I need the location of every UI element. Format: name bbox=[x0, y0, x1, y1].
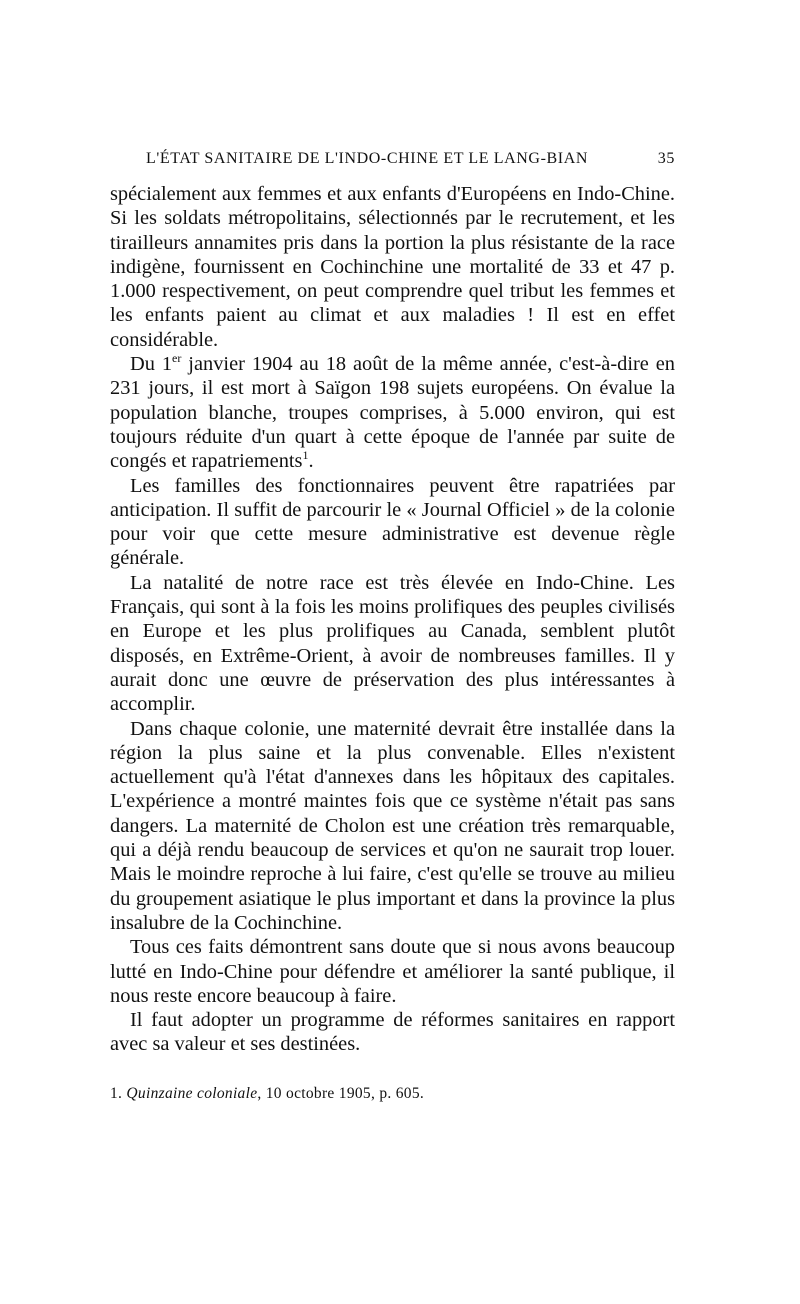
ordinal-superscript: er bbox=[172, 351, 182, 366]
paragraph-4: La natalité de notre race est très élevée en Indo-Chine. Les Français, qui sont à la fois les moins prolifiques des peuples civilisés en Europe et les plus prolifiques au Canada, semblent plutôt disposés, en Extrême-Orient, à avoir de nombreuses familles. Il y aurait donc une œuvre de préservation des plus intéressantes à accomplir. bbox=[110, 571, 675, 716]
footnote-number: 1. bbox=[110, 1084, 123, 1102]
book-page bbox=[110, 150, 675, 1103]
paragraph-1: spécialement aux femmes et aux enfants d'Européens en Indo-Chine. Si les soldats métropolitains, sélectionnés par le recrutement, et les tirailleurs annamites pris dans la portion la plus résistante de la race indigène, fournissent en Cochinchine une mortalité de 33 et 47 p. 1.000 respectivement, on peut comprendre quel tribut les femmes et les enfants paient au climat et aux maladies ! Il est en effet considérable. bbox=[110, 183, 675, 351]
page-number: 35 bbox=[657, 150, 675, 167]
paragraph-7: Il faut adopter un programme de réformes sanitaires en rapport avec sa valeur et ses destinées. bbox=[110, 1009, 675, 1056]
footnote bbox=[110, 1085, 675, 1103]
paragraph-2-start: Du 1 bbox=[130, 353, 173, 376]
running-head bbox=[146, 150, 675, 168]
footnote-source-title: Quinzaine coloniale bbox=[126, 1084, 258, 1102]
footnote-citation: , 10 octobre 1905, p. 605. bbox=[257, 1084, 425, 1102]
running-head-title: L'ÉTAT SANITAIRE DE L'INDO-CHINE ET LE LANG-BIAN bbox=[146, 150, 589, 167]
paragraph-2-end: . bbox=[308, 450, 314, 473]
footnote-reference: 1 bbox=[302, 448, 309, 463]
paragraph-5: Dans chaque colonie, une maternité devrait être installée dans la région la plus saine et la plus convenable. Elles n'existent actuellement qu'à l'état d'annexes dans les hôpitaux des capitales. L'expérience a montré maintes fois que ce système n'était pas sans dangers. La maternité de Cholon est une création très remarquable, qui a déjà rendu beaucoup de services et qu'on ne saurait trop louer. Mais le moindre reproche à lui faire, c'est qu'elle se trouve au milieu du groupement asiatique le plus important et dans la province la plus insalubre de la Cochinchine. bbox=[110, 717, 675, 934]
paragraph-6: Tous ces faits démontrent sans doute que si nous avons beaucoup lutté en Indo-Chine pour défendre et améliorer la santé publique, il nous reste encore beaucoup à faire. bbox=[110, 936, 675, 1007]
paragraph-2 bbox=[110, 352, 675, 473]
paragraph-2-body: janvier 1904 au 18 août de la même année, c'est-à-dire en 231 jours, il est mort à Saïgon 198 sujets européens. On évalue la population blanche, troupes comprises, à 5.000 environ, qui est toujours réduite d'un quart à cette époque de l'année par suite de congés et rapatriements bbox=[110, 353, 675, 473]
paragraph-3: Les familles des fonctionnaires peuvent être rapatriées par anticipation. Il suffit de parcourir le « Journal Officiel » de la colonie pour voir que cette mesure administrative est devenue règle générale. bbox=[110, 474, 675, 570]
body-text bbox=[110, 182, 675, 1057]
